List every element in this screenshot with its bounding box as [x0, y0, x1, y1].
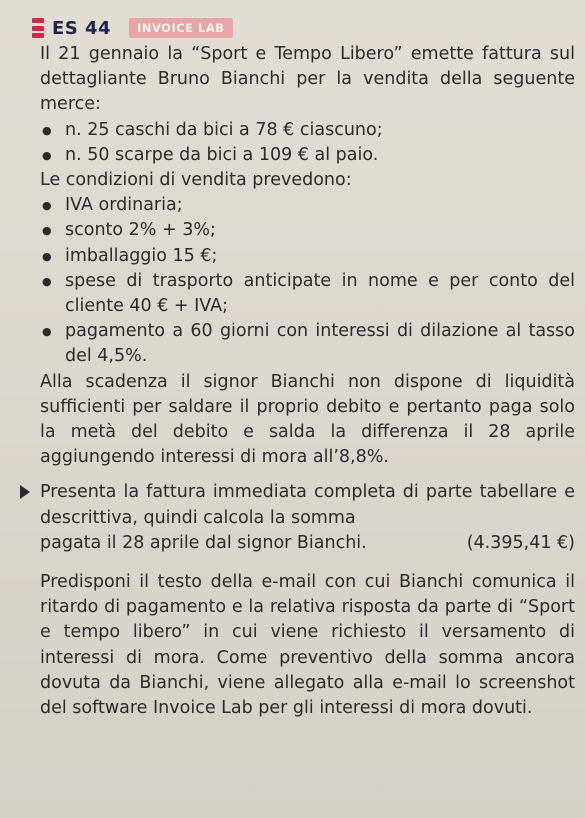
exercise-number: ES 44 — [52, 17, 112, 39]
condition-item: ● IVA ordinaria; — [40, 193, 575, 218]
conditions-list — [40, 193, 575, 369]
task-2-paragraph: Predisponi il testo della e-mail con cui Bianchi comunica il ritardo di pagamento e la relativa risposta da parte di “Sport e tempo libero” in cui viene richiesto il versamento di interessi di mora. Come preventivo della somma ancora dovuta da Bianchi, viene allegato alla e-mail lo screenshot del software Invoice Lab per gli interessi di mora dovuti. — [40, 572, 575, 719]
task-1-result-line — [40, 531, 575, 556]
condition-item: ● pagamento a 60 giorni con interessi di dilazione al tasso del 4,5%. — [40, 319, 575, 369]
goods-list — [40, 118, 575, 168]
condition-item: ● spese di trasporto anticipate in nome e per conto del cliente 40 € + IVA; — [40, 269, 575, 319]
exercise-header — [32, 14, 233, 42]
play-arrow-icon — [20, 485, 30, 499]
goods-item: ● n. 25 caschi da bici a 78 € ciascuno; — [40, 118, 575, 143]
task-1-last-line: pagata il 28 aprile dal signor Bianchi. — [40, 532, 367, 553]
goods-item: ● n. 50 scarpe da bici a 109 € al paio. — [40, 143, 575, 168]
exercise-bars-icon — [32, 18, 44, 38]
intro-paragraph: Il 21 gennaio la “Sport e Tempo Libero” emette fattura sul dettagliante Bruno Bianchi per la vendita della seguente merce: — [40, 44, 575, 115]
task-1-text: Presenta la fattura immediata completa di parte tabellare e descrittiva, quindi calcola la somma — [40, 482, 575, 528]
invoice-lab-badge: INVOICE LAB — [129, 18, 232, 38]
condition-item: ● imballaggio 15 €; — [40, 244, 575, 269]
scenario-paragraph: Alla scadenza il signor Bianchi non dispone di liquidità sufficienti per saldare il proprio debito e pertanto paga solo la metà del debito e salda la differenza il 28 aprile aggiungendo interessi di mora all’8,8%. — [40, 371, 575, 468]
condition-item: ● sconto 2% + 3%; — [40, 218, 575, 243]
conditions-intro: Le condizioni di vendita prevedono: — [40, 170, 352, 191]
exercise-content — [40, 42, 575, 739]
task-1-result: (4.395,41 €) — [466, 532, 575, 553]
task-1 — [40, 480, 575, 556]
